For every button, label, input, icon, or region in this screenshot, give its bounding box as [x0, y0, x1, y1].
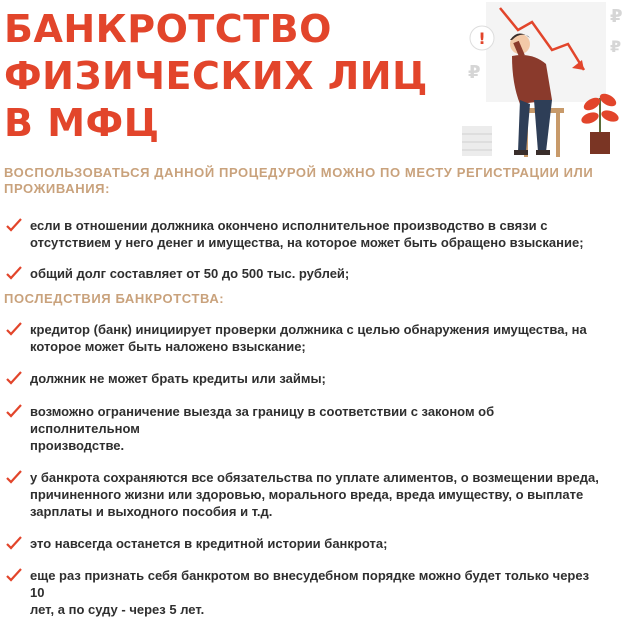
exclamation-icon	[470, 26, 494, 50]
title-line-2: ФИЗИЧЕСКИХ ЛИЦ	[4, 54, 428, 98]
svg-text:!: !	[478, 29, 486, 48]
item-text: у банкрота сохраняются все обязательства по уплате алиментов, о возмещении вреда,	[30, 470, 599, 485]
consequences-list	[4, 321, 604, 618]
item-text: кредитор (банк) инициирует проверки должника с целью обнаружения имущества, на	[30, 322, 587, 337]
item-text: возможно ограничение выезда за границу в соответствии с законом об исполнительном	[30, 404, 495, 436]
check-icon	[6, 371, 22, 385]
check-icon	[6, 266, 22, 280]
item-text: отсутствием у него денег и имущества, на которое может быть обращено взыскание;	[30, 235, 584, 250]
list-item	[4, 265, 604, 282]
item-text: лет, а по суду - через 5 лет.	[30, 602, 205, 617]
bankruptcy-illustration	[460, 0, 634, 160]
list-item	[4, 370, 604, 387]
item-text: производстве.	[30, 438, 125, 453]
check-icon	[6, 218, 22, 232]
title-line-3: В МФЦ	[4, 101, 160, 145]
list-item	[4, 535, 604, 552]
list-item	[4, 469, 604, 520]
item-text: если в отношении должника окончено исполнительное производство в связи с	[30, 218, 548, 233]
item-text: зарплаты и выходного пособия и т.д.	[30, 504, 273, 519]
heading-line: ВОСПОЛЬЗОВАТЬСЯ ДАННОЙ ПРОЦЕДУРОЙ МОЖНО ПО МЕСТУ РЕГИСТРАЦИИ ИЛИ	[4, 165, 594, 180]
item-text: общий долг составляет от 50 до 500 тыс. рублей;	[30, 266, 350, 281]
item-text: это навсегда останется в кредитной истории банкрота;	[30, 536, 388, 551]
list-item	[4, 321, 604, 355]
conditions-list	[4, 217, 604, 282]
item-text: должник не может брать кредиты или займы;	[30, 371, 326, 386]
check-icon	[6, 568, 22, 582]
svg-text:₽: ₽	[468, 62, 481, 83]
list-item	[4, 217, 604, 251]
item-text: причиненного жизни или здоровью, морального вреда, вреда имуществу, о выплате	[30, 487, 584, 502]
check-icon	[6, 536, 22, 550]
svg-text:₽: ₽	[610, 37, 622, 56]
title-line-1: БАНКРОТСТВО	[4, 7, 332, 51]
paper-stack-icon	[462, 126, 492, 156]
check-icon	[6, 404, 22, 418]
list-item	[4, 403, 604, 454]
check-icon	[6, 322, 22, 336]
check-icon	[6, 470, 22, 484]
item-text: еще раз признать себя банкротом во внесудебном порядке можно будет только через 10	[30, 568, 590, 600]
page-title	[4, 6, 428, 147]
heading-line: ПОСЛЕДСТВИЯ БАНКРОТСТВА:	[4, 291, 225, 306]
section-heading-where	[4, 165, 593, 197]
item-text: которое может быть наложено взыскание;	[30, 339, 306, 354]
heading-line: ПРОЖИВАНИЯ:	[4, 181, 111, 196]
svg-text:₽: ₽	[610, 6, 623, 27]
section-heading-consequences	[4, 291, 224, 307]
list-item	[4, 567, 604, 618]
